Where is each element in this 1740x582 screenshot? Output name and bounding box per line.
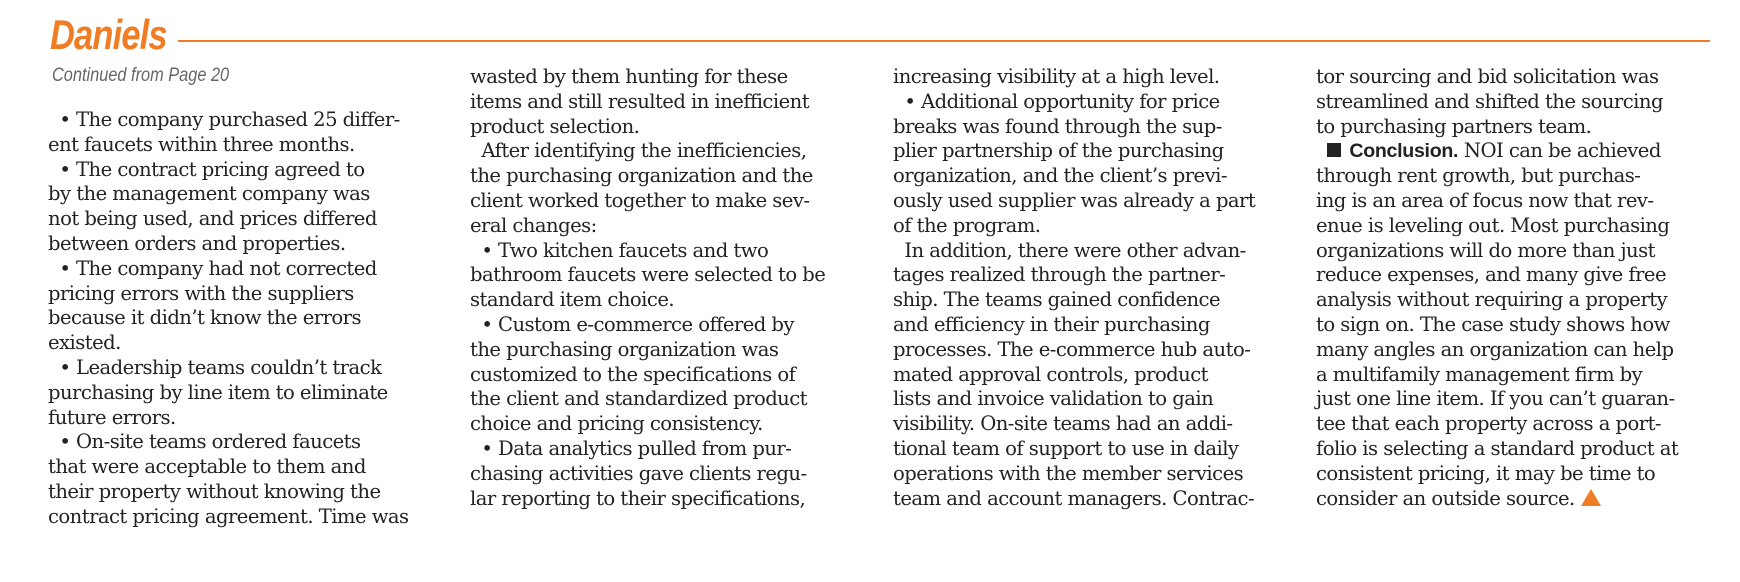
text-line: through rent growth, but purchas-	[1316, 164, 1641, 188]
text-line: ously used supplier was already a part	[893, 188, 1256, 212]
text-line: future errors.	[48, 405, 176, 429]
text-line: • Additional opportunity for price	[893, 89, 1220, 113]
text-line: consider an outside source.	[1316, 486, 1575, 510]
text-line: lar reporting to their specifications,	[470, 486, 806, 510]
text-line: customized to the specifications of	[470, 362, 796, 386]
column-1	[48, 108, 448, 530]
text-line: streamlined and shifted the sourcing	[1316, 89, 1663, 113]
text-line: and efficiency in their purchasing	[893, 312, 1210, 336]
author-name: Daniels	[50, 11, 167, 58]
text-line: processes. The e-commerce hub auto-	[893, 337, 1251, 361]
text-line: tor sourcing and bid solicitation was	[1316, 65, 1659, 88]
text-line: choice and pricing consistency.	[470, 412, 763, 436]
text-line: lists and invoice validation to gain	[893, 387, 1214, 411]
text-line: contract pricing agreement. Time was	[48, 504, 409, 528]
text-line: to sign on. The case study shows how	[1316, 312, 1670, 336]
continued-note: Continued from Page 20	[52, 65, 230, 86]
conclusion-label: Conclusion.	[1349, 140, 1459, 163]
text-line: the purchasing organization and the	[470, 164, 813, 188]
text-line: items and still resulted in inefficient	[470, 89, 810, 113]
text-line: client worked together to make sev-	[470, 188, 810, 212]
text-line: purchasing by line item to eliminate	[48, 380, 388, 404]
text-line: • The contract pricing agreed to	[48, 157, 365, 181]
text-line: product selection.	[470, 114, 640, 138]
conclusion-line	[1316, 139, 1716, 164]
text-line: breaks was found through the sup-	[893, 114, 1222, 138]
column-3	[893, 65, 1293, 511]
text-line: wasted by them hunting for these	[470, 65, 788, 88]
text-line: their property without knowing the	[48, 479, 381, 503]
text-line: • On-site teams ordered faucets	[48, 430, 361, 454]
text-line: After identifying the inefficiencies,	[470, 139, 807, 163]
column-4	[1316, 65, 1716, 511]
section-square-icon	[1327, 143, 1341, 157]
text-line: In addition, there were other advan-	[893, 238, 1246, 262]
text-line: standard item choice.	[470, 288, 675, 312]
text-line: the client and standardized product	[470, 387, 807, 411]
text-line: bathroom faucets were selected to be	[470, 263, 826, 287]
text-line: that were acceptable to them and	[48, 455, 366, 479]
text-line: • Leadership teams couldn’t track	[48, 355, 382, 379]
text-line: increasing visibility at a high level.	[893, 65, 1220, 88]
text-line: • Data analytics pulled from pur-	[470, 436, 792, 460]
text-line: operations with the member services	[893, 461, 1244, 485]
text-line: mated approval controls, product	[893, 362, 1208, 386]
text-line: tages realized through the partner-	[893, 263, 1226, 287]
text-line: consistent pricing, it may be time to	[1316, 461, 1656, 485]
text-line: ship. The teams gained confidence	[893, 288, 1221, 312]
text-line: visibility. On-site teams had an addi-	[893, 412, 1233, 436]
text-line: between orders and properties.	[48, 231, 346, 255]
text-line: team and account managers. Contrac-	[893, 486, 1255, 510]
conclusion-text: NOI can be achieved	[1458, 139, 1661, 163]
text-line: organization, and the client’s previ-	[893, 164, 1227, 188]
text-line: reduce expenses, and many give free	[1316, 263, 1666, 287]
header-rule	[178, 40, 1710, 42]
end-mark-triangle-icon	[1581, 489, 1601, 506]
text-line: folio is selecting a standard product at	[1316, 436, 1679, 460]
text-line: • Custom e-commerce offered by	[470, 312, 794, 336]
text-line: many angles an organization can help	[1316, 337, 1674, 361]
text-line: to purchasing partners team.	[1316, 114, 1592, 138]
text-line: a multifamily management firm by	[1316, 362, 1643, 386]
final-line	[1316, 487, 1716, 512]
text-line: eral changes:	[470, 213, 597, 237]
text-line: plier partnership of the purchasing	[893, 139, 1224, 163]
text-line: chasing activities gave clients regu-	[470, 461, 807, 485]
text-line: pricing errors with the suppliers	[48, 281, 354, 305]
text-line: • Two kitchen faucets and two	[470, 238, 769, 262]
text-line: ent faucets within three months.	[48, 132, 355, 156]
text-line: not being used, and prices differed	[48, 207, 377, 231]
article-header	[50, 10, 1710, 60]
text-line: enue is leveling out. Most purchasing	[1316, 213, 1670, 237]
text-line: just one line item. If you can’t guaran-	[1316, 387, 1675, 411]
text-line: by the management company was	[48, 182, 370, 206]
text-line: existed.	[48, 331, 121, 355]
text-line: ing is an area of focus now that rev-	[1316, 188, 1654, 212]
text-line: analysis without requiring a property	[1316, 288, 1668, 312]
text-line: tional team of support to use in daily	[893, 436, 1239, 460]
text-line: tee that each property across a port-	[1316, 412, 1661, 436]
column-2	[470, 65, 870, 511]
text-line: the purchasing organization was	[470, 337, 779, 361]
text-line: because it didn’t know the errors	[48, 306, 361, 330]
text-line: of the program.	[893, 213, 1041, 237]
text-line: • The company purchased 25 differ-	[48, 108, 400, 131]
text-line: organizations will do more than just	[1316, 238, 1655, 262]
text-line: • The company had not corrected	[48, 256, 377, 280]
